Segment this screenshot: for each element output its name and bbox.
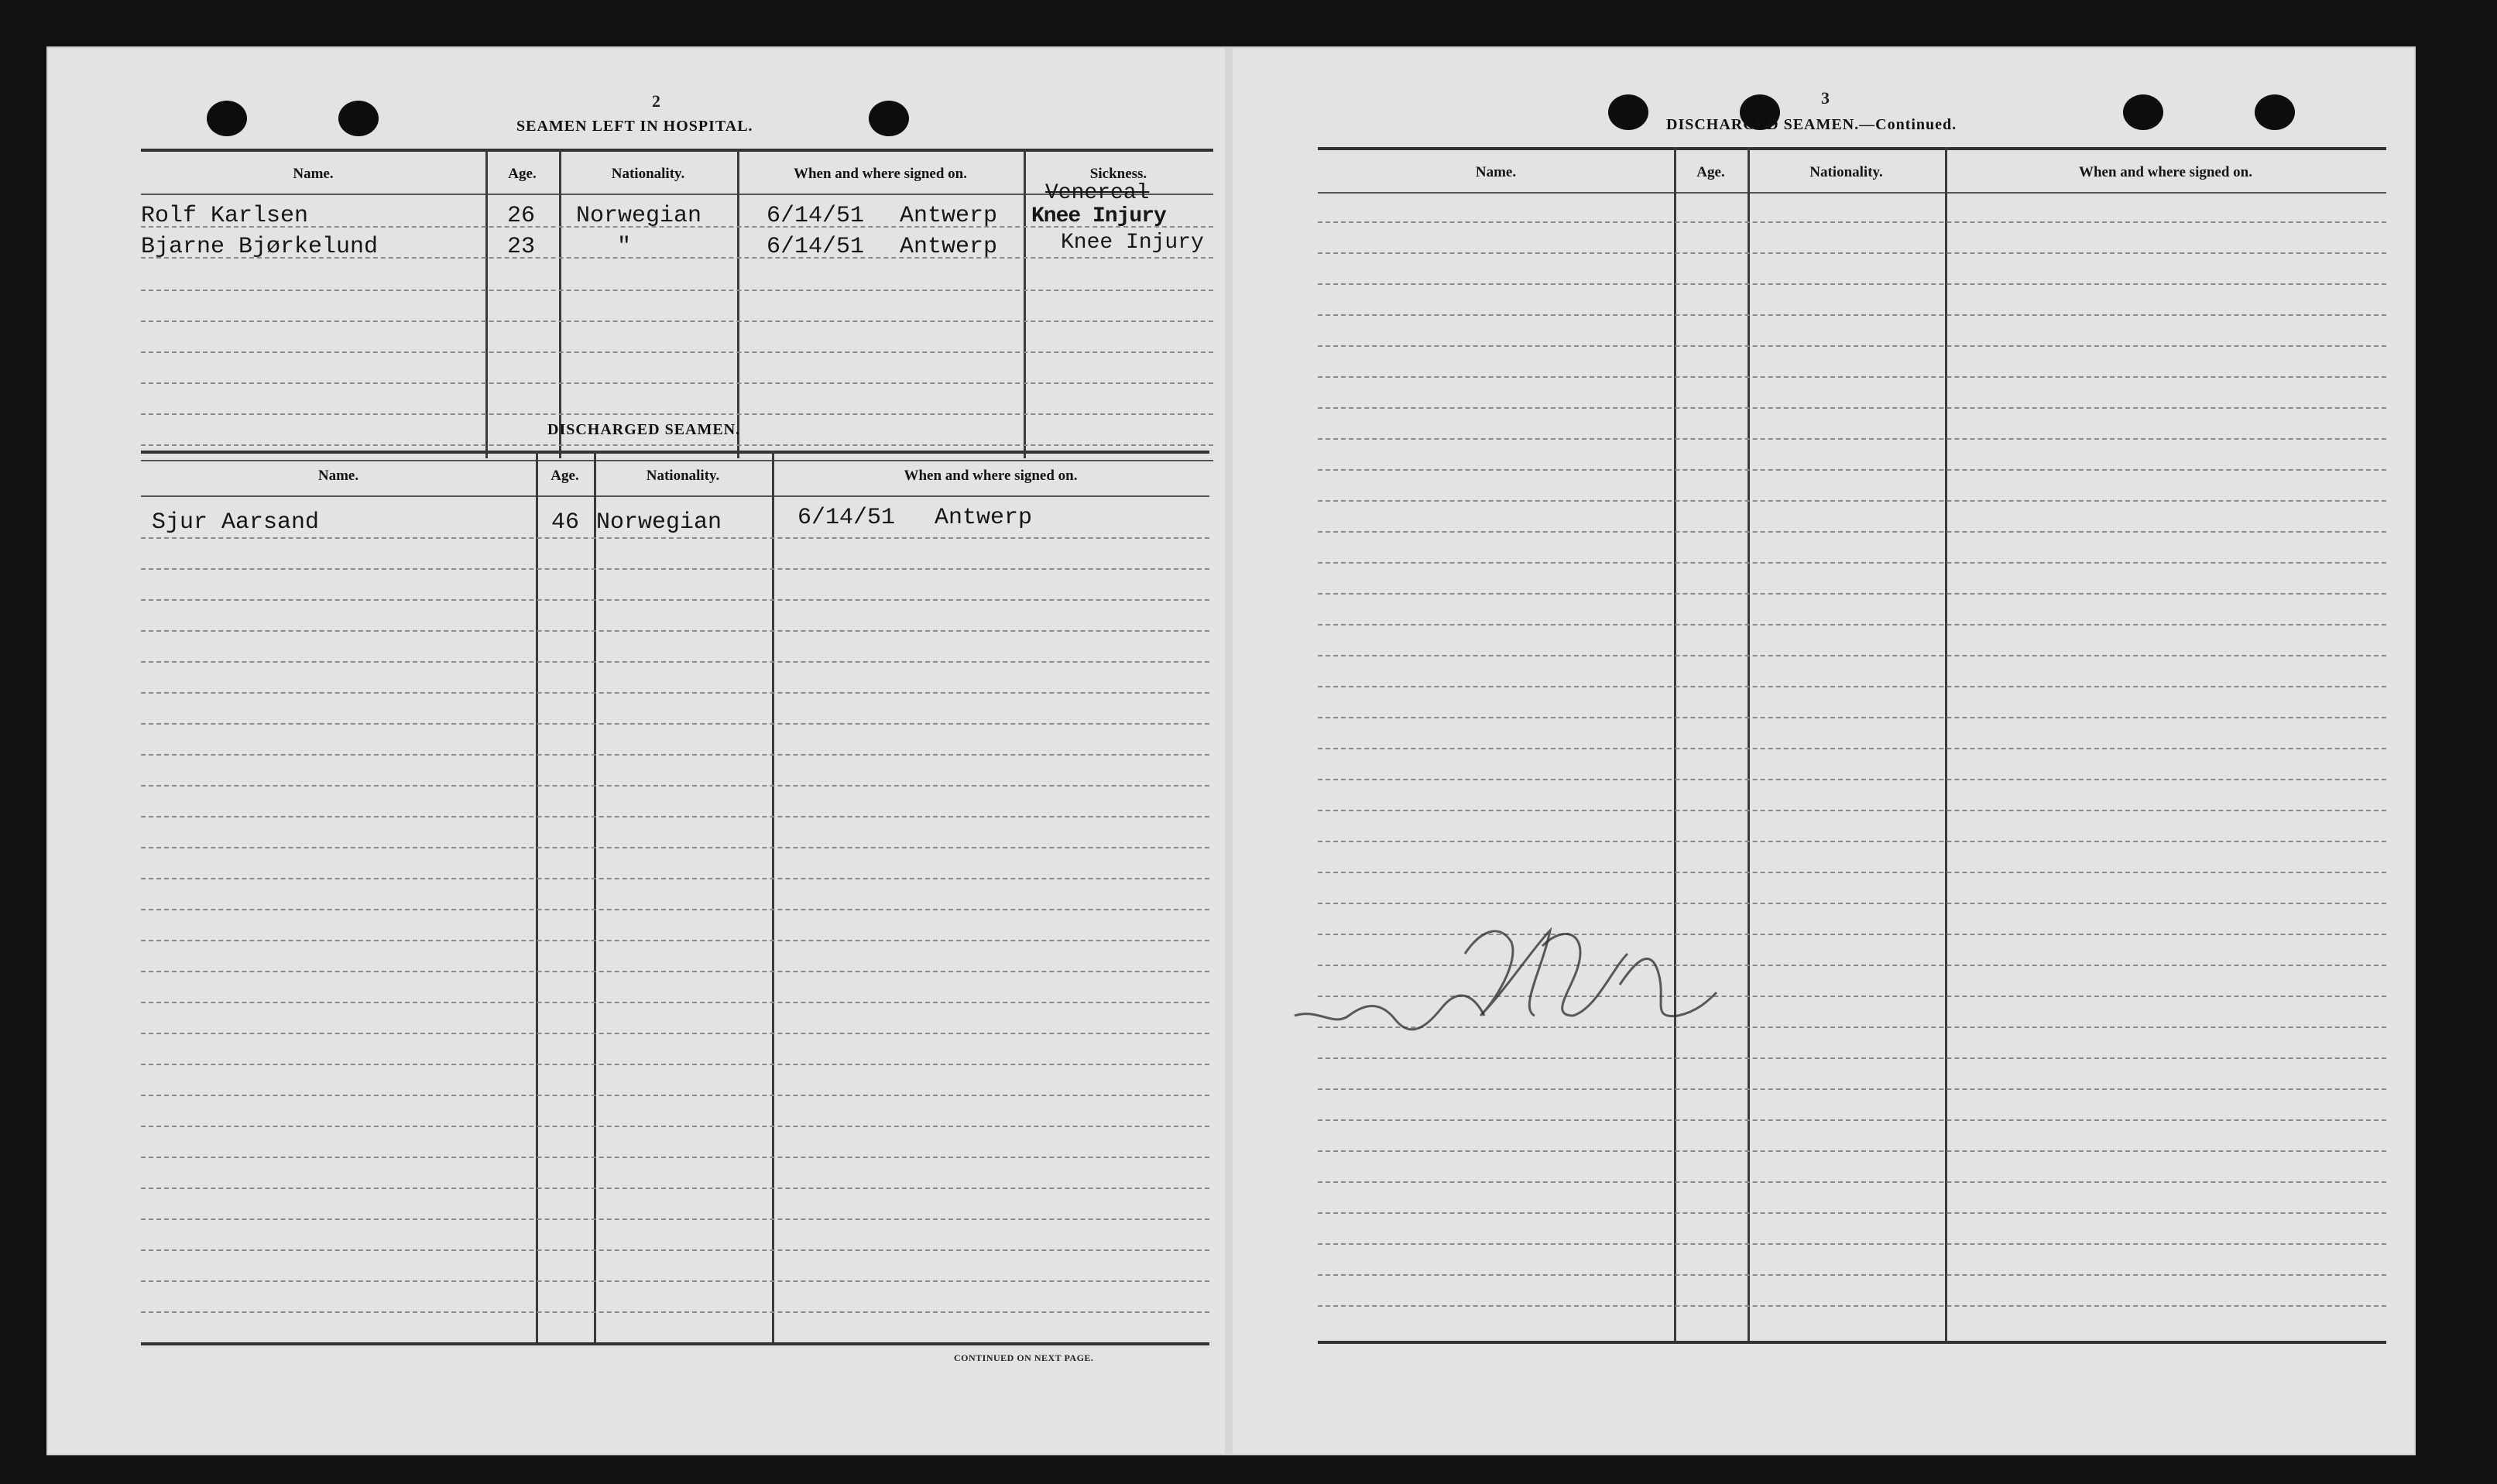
punch-hole	[869, 101, 909, 136]
col-nationality: Nationality.	[646, 468, 720, 484]
page-gutter	[1225, 48, 1233, 1455]
col-name: Name.	[317, 468, 359, 484]
col-signed-on: When and where signed on.	[793, 166, 967, 182]
punch-hole	[2123, 94, 2163, 130]
col-age: Age.	[508, 166, 537, 182]
seaman-nationality: "	[617, 234, 632, 260]
hospital-section-title: SEAMEN LEFT IN HOSPITAL.	[516, 118, 753, 135]
sickness-struck: Venereal	[1045, 181, 1150, 205]
seaman-nationality: Norwegian	[596, 509, 722, 536]
page-number-right: 3	[1821, 88, 1830, 108]
continued-note: CONTINUED ON NEXT PAGE.	[954, 1352, 1094, 1363]
col-age: Age.	[1696, 164, 1725, 180]
hospital-table	[141, 149, 1213, 458]
col-age: Age.	[551, 468, 579, 484]
seaman-age: 46	[551, 509, 580, 536]
punch-hole	[1608, 94, 1648, 130]
col-nationality: Nationality.	[611, 166, 685, 182]
seaman-age: 26	[507, 203, 536, 229]
seaman-nationality: Norwegian	[576, 203, 702, 229]
discharged-table-left	[141, 451, 1209, 1356]
page-number-left: 2	[652, 91, 660, 111]
seaman-name: Bjarne Bjørkelund	[141, 234, 379, 260]
signed-on-date: 6/14/51	[767, 203, 865, 229]
signed-on-place: Antwerp	[935, 505, 1033, 531]
sickness: Knee Injury	[1061, 231, 1204, 255]
signed-on-place: Antwerp	[900, 203, 998, 229]
col-nationality: Nationality.	[1809, 164, 1883, 180]
signed-on-date: 6/14/51	[767, 234, 865, 260]
signed-on-date: 6/14/51	[797, 505, 896, 531]
seaman-age: 23	[507, 234, 536, 260]
sickness: Knee Injury	[1031, 204, 1166, 228]
punch-hole	[338, 101, 379, 136]
col-name: Name.	[293, 166, 334, 182]
discharged-section-title: DISCHARGED SEAMEN.	[547, 421, 741, 438]
scanned-document	[46, 46, 2416, 1455]
seaman-name: Rolf Karlsen	[141, 203, 309, 229]
col-signed-on: When and where signed on.	[2078, 164, 2252, 180]
col-name: Name.	[1475, 164, 1517, 180]
discharged-table-right	[1318, 147, 2386, 1355]
col-signed-on: When and where signed on.	[904, 468, 1078, 484]
punch-hole	[2255, 94, 2295, 130]
discharged-continued-title: DISCHARGED SEAMEN.—Continued.	[1666, 116, 1957, 133]
handwritten-signature	[1287, 900, 1720, 1062]
signed-on-place: Antwerp	[900, 234, 998, 260]
col-sickness: Sickness.	[1089, 166, 1147, 182]
seaman-name: Sjur Aarsand	[152, 509, 320, 536]
punch-hole	[207, 101, 247, 136]
